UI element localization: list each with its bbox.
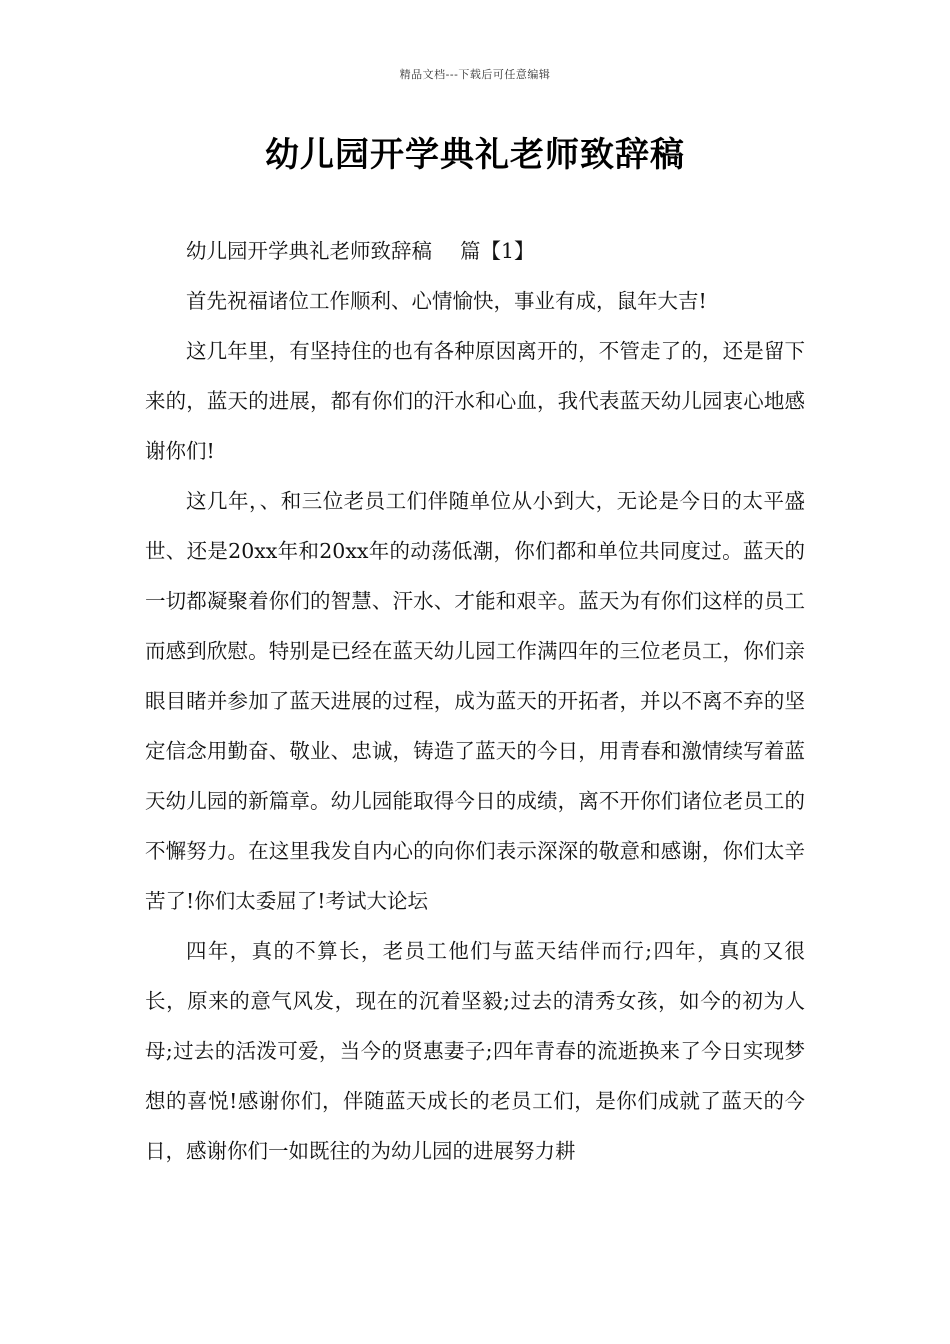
section-heading-number: 篇【1】 (460, 239, 535, 263)
section-heading-name: 幼儿园开学典礼老师致辞稿 (186, 239, 432, 263)
paragraph-2: 这几年里，有坚持住的也有各种原因离开的，不管走了的，还是留下来的，蓝天的进展，都有你们的汗水和心血，我代表蓝天幼儿园衷心地感谢你们! (145, 339, 805, 463)
header-note: 精品文档---下载后可任意编辑 (399, 68, 551, 81)
document-title: 幼儿园开学典礼老师致辞稿 (265, 135, 685, 175)
paragraph-3: 这几年，、和三位老员工们伴随单位从小到大，无论是今日的太平盛世、还是20xx年和20xx年的动荡低潮，你们都和单位共同度过。蓝天的一切都凝聚着你们的智慧、汗水、才能和艰辛。蓝天为有你们这样的员工而感到欣慰。特别是已经在蓝天幼儿园工作满四年的三位老员工，你们亲眼目睹并参加了蓝天进展的过程，成为蓝天的开拓者，并以不离不弃的坚定信念用勤奋、敬业、忠诚，铸造了蓝天的今日，用青春和激情续写着蓝天幼儿园的新篇章。幼儿园能取得今日的成绩，离不开你们诸位老员工的不懈努力。在这里我发自内心的向你们表示深深的敬意和感谢，你们太辛苦了!你们太委屈了!考试大论坛 (145, 489, 805, 913)
document-body (145, 226, 805, 1176)
paragraph-4: 四年，真的不算长，老员工他们与蓝天结伴而行;四年，真的又很长，原来的意气风发，现在的沉着坚毅;过去的清秀女孩，如今的初为人母;过去的活泼可爱，当今的贤惠妻子;四年青春的流逝换来了今日实现梦想的喜悦!感谢你们，伴随蓝天成长的老员工们，是你们成就了蓝天的今日，感谢你们一如既往的为幼儿园的进展努力耕 (145, 939, 805, 1163)
section-heading (145, 226, 805, 276)
paragraph-1: 首先祝福诸位工作顺利、心情愉快，事业有成，鼠年大吉! (186, 289, 707, 313)
